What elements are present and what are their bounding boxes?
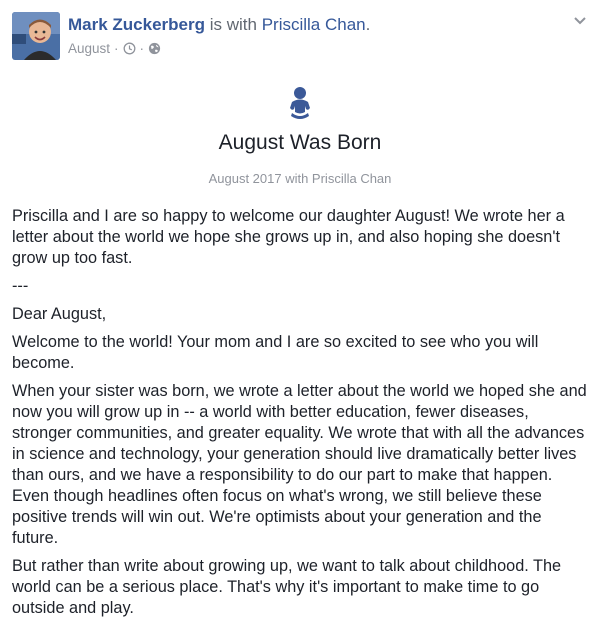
with-label: is with: [209, 15, 257, 34]
tagged-person-link[interactable]: Priscilla Chan: [261, 15, 366, 34]
chevron-down-icon[interactable]: [572, 14, 588, 28]
clock-icon: [123, 42, 136, 55]
post-paragraph: Welcome to the world! Your mom and I are so excited to see who you will become.: [12, 333, 539, 372]
author-name-link[interactable]: Mark Zuckerberg: [68, 15, 205, 34]
timestamp-link[interactable]: August: [68, 41, 111, 56]
tagged-suffix: .: [365, 15, 371, 34]
post-paragraph: Dear August,: [12, 305, 107, 323]
post-body: [12, 206, 588, 624]
post-paragraph: ---: [12, 277, 29, 295]
avatar[interactable]: [12, 12, 60, 60]
baby-icon: [286, 86, 314, 120]
life-event-subtitle: August 2017 with Priscilla Chan: [208, 171, 392, 186]
post-header: [12, 10, 588, 62]
post-paragraph: But rather than write about growing up, we want to talk about childhood. The world can be a serious place. That's why it's important to make time to go outside and play.: [12, 557, 562, 617]
post-header-text: [68, 14, 370, 36]
globe-icon[interactable]: [148, 42, 161, 55]
meta-separator: ·: [114, 41, 119, 56]
post-meta: [68, 41, 161, 56]
avatar-image: [12, 12, 60, 60]
meta-separator: ·: [139, 41, 145, 56]
life-event-title: August Was Born: [218, 131, 382, 154]
post-paragraph: Priscilla and I are so happy to welcome our daughter August! We wrote her a letter about the world we hope she grows up in, and also hoping she doesn't grow up too fast.: [12, 207, 565, 267]
post-paragraph: When your sister was born, we wrote a letter about the world we hoped she and now you will grow up in -- a world with better education, fewer diseases, stronger communities, and greater equality. We wrote that with all the advances in science and technology, your generation should live dramatically better lives than ours, and we have a responsibility to do our part to make that happen. Even though headlines often focus on what's wrong, we still believe these positive trends will win out. We're optimists about your generation and the future.: [12, 382, 587, 547]
